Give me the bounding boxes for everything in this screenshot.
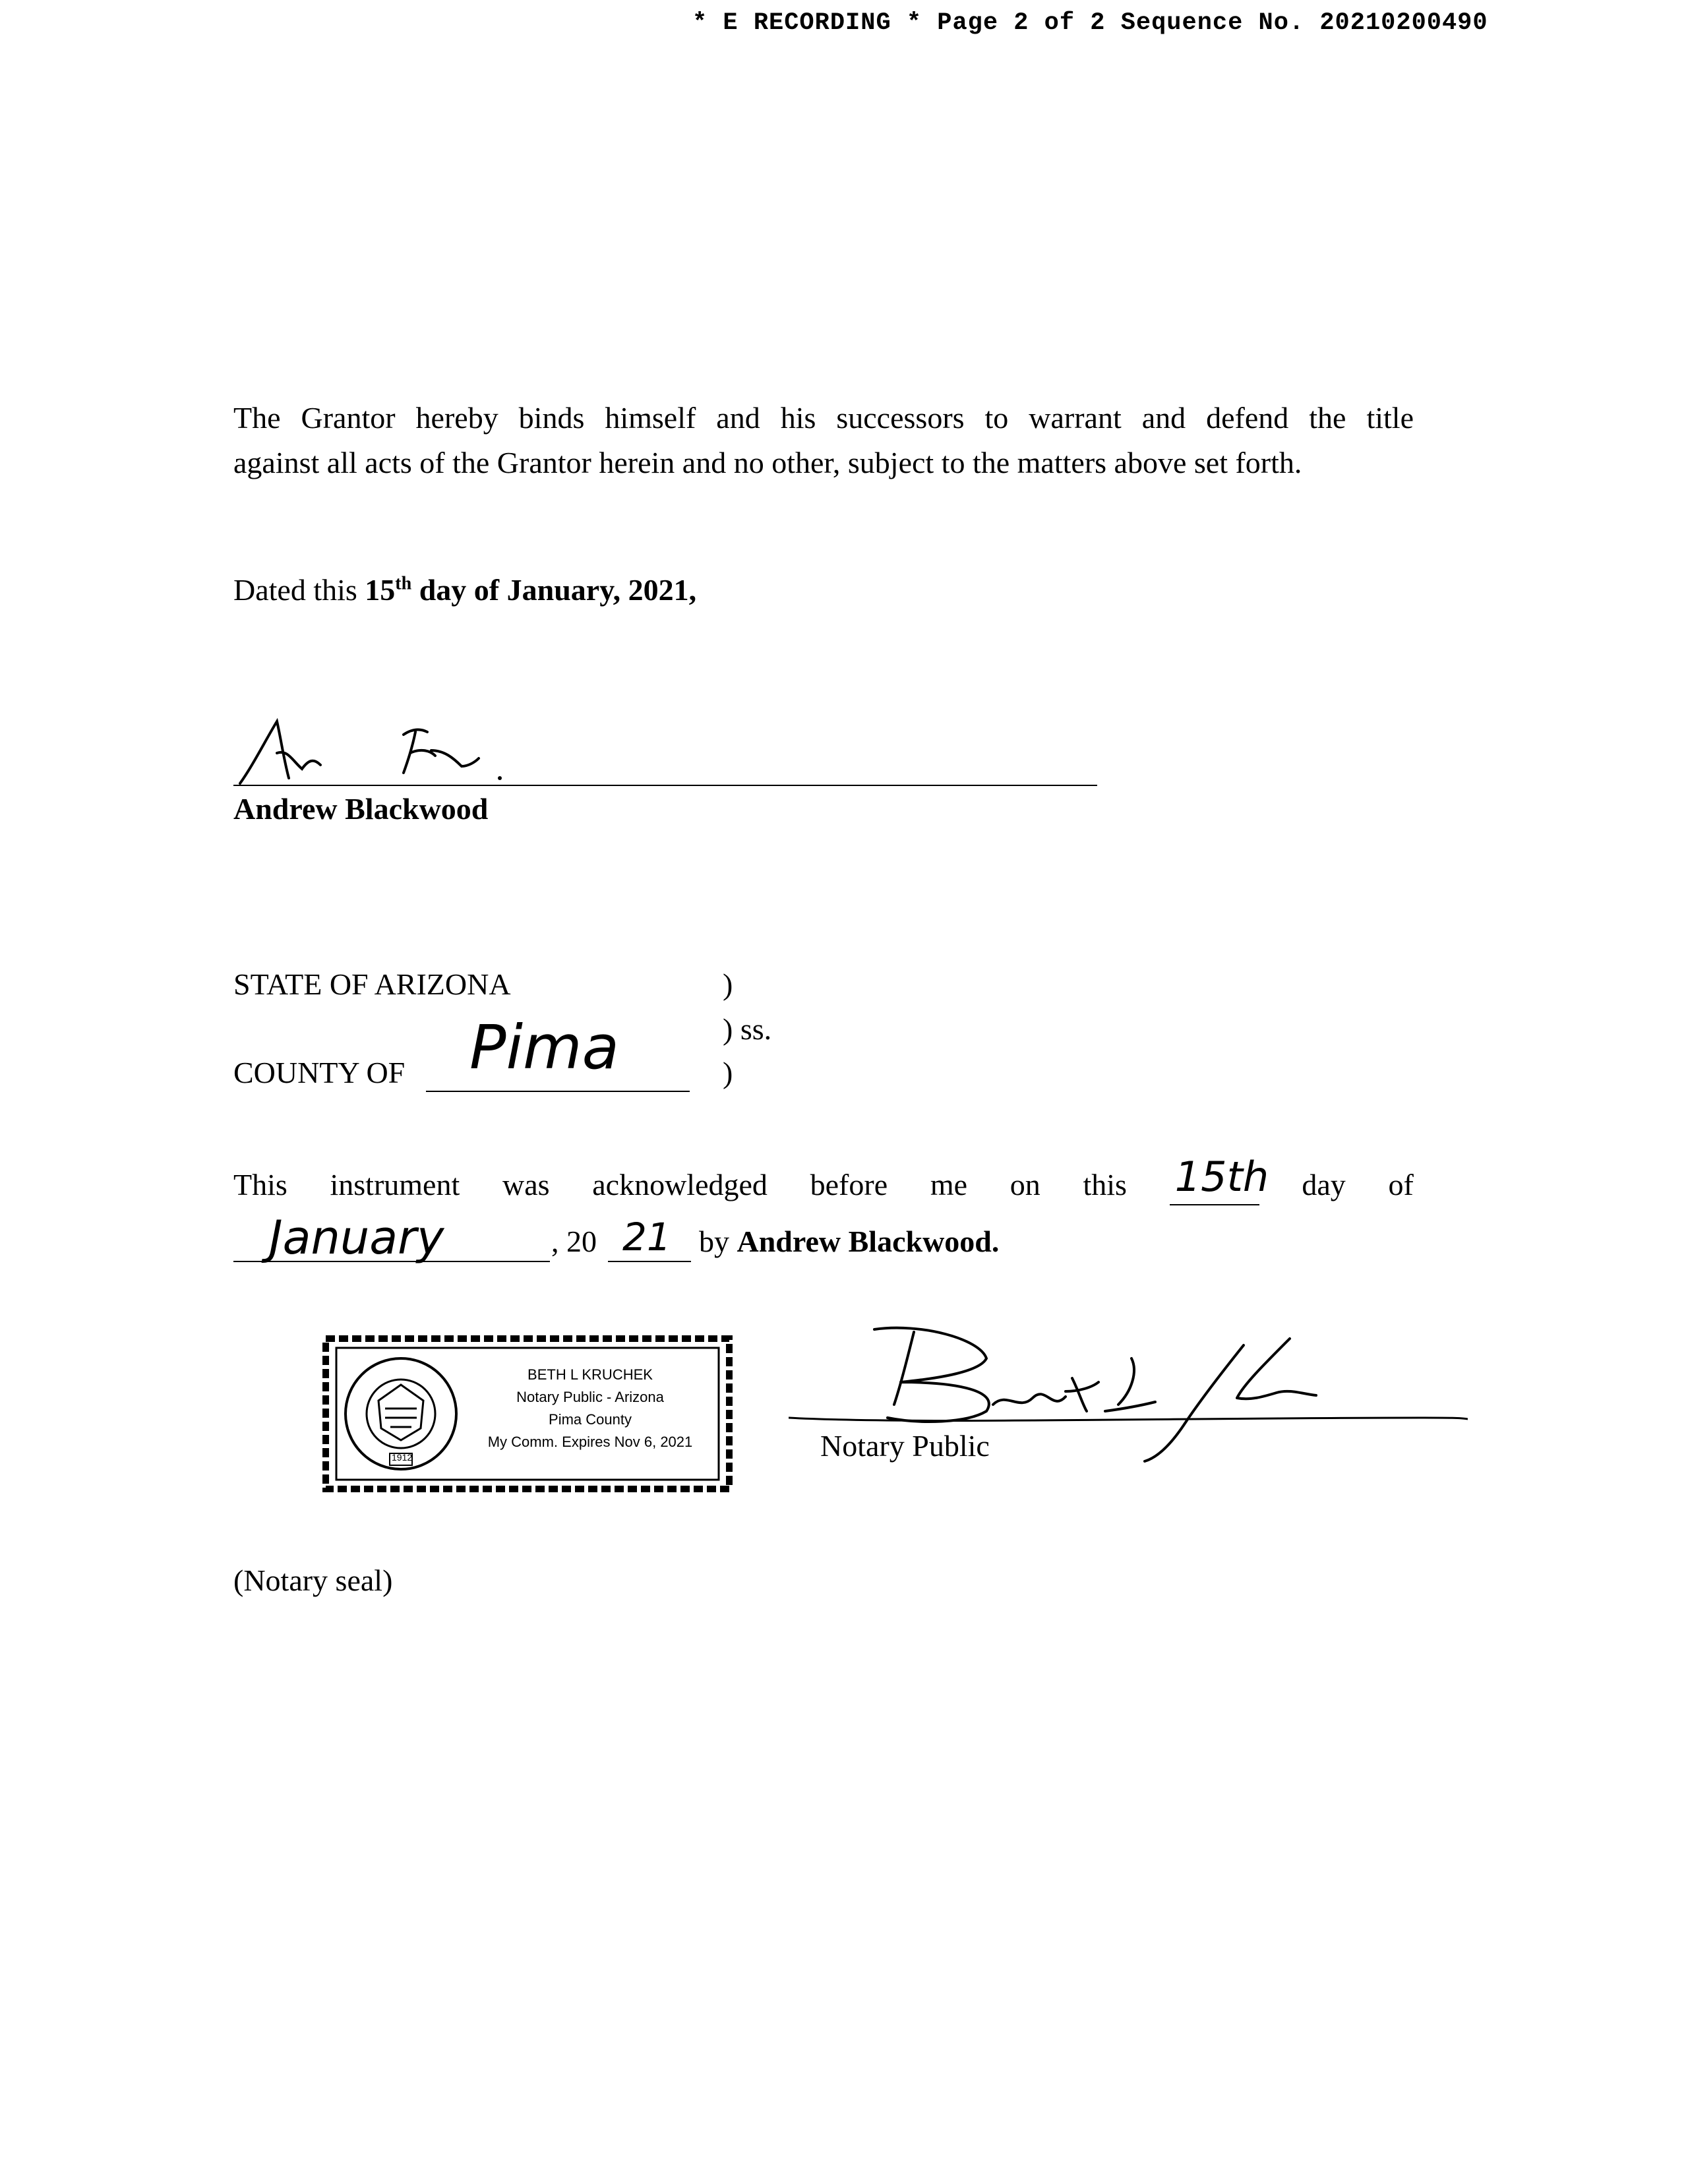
venue-paren-3: )	[723, 1056, 733, 1089]
county-blank-line	[426, 1091, 690, 1092]
ack-word: This	[233, 1168, 287, 1201]
ack-word: was	[502, 1168, 550, 1201]
ack-word: instrument	[330, 1168, 460, 1201]
seal-emblem-year: 1912	[392, 1452, 413, 1463]
ack-word: on	[1010, 1168, 1040, 1201]
ack-day-blank	[1170, 1153, 1269, 1205]
ack-period: .	[991, 1225, 1000, 1258]
warranty-line-1: The Grantor hereby binds himself and his successors to warrant and defend the title	[233, 401, 1414, 435]
ack-word: acknowledged	[592, 1168, 768, 1201]
acknowledgment-line-1	[233, 1153, 1414, 1205]
venue-paren-1: )	[723, 967, 733, 1001]
ack-word: before	[810, 1168, 888, 1201]
county-handwritten: Pima	[469, 1012, 620, 1083]
state-seal-emblem	[348, 1358, 454, 1469]
dated-line	[233, 572, 696, 607]
ack-by-text: by	[699, 1225, 737, 1258]
grantor-name: Andrew Blackwood	[233, 792, 489, 826]
seal-expires: My Comm. Expires Nov 6, 2021	[487, 1434, 693, 1450]
dated-day: 15	[365, 573, 396, 607]
ack-by-line	[699, 1224, 999, 1259]
notary-seal-note: (Notary seal)	[233, 1563, 393, 1597]
seal-county: Pima County	[549, 1411, 632, 1428]
county-label: COUNTY OF	[233, 1056, 406, 1089]
ack-year-handwritten: 21	[622, 1215, 671, 1259]
ack-day-handwritten: 15th	[1174, 1153, 1269, 1201]
notary-public-label: Notary Public	[820, 1429, 990, 1463]
venue-ss: ) ss.	[723, 1012, 772, 1046]
ack-by-name: Andrew Blackwood	[737, 1225, 992, 1258]
grantor-signature-block	[233, 712, 1097, 787]
warranty-line-2: against all acts of the Grantor herein and no other, subject to the matters above set forth.	[233, 446, 1302, 479]
grantor-signature-icon	[233, 712, 1097, 787]
dated-rest: day of January, 2021,	[411, 573, 697, 607]
state-label: STATE OF ARIZONA	[233, 967, 511, 1001]
ack-month-handwritten: January	[269, 1211, 444, 1265]
grantor-signature-line	[233, 785, 1097, 786]
ack-day-word: day	[1302, 1168, 1346, 1201]
dated-day-suffix: th	[395, 573, 412, 594]
seal-notary-name: BETH L KRUCHEK	[528, 1366, 653, 1383]
recording-header: * E RECORDING * Page 2 of 2 Sequence No. 20210200490	[692, 9, 1488, 37]
notary-seal-stamp	[322, 1335, 733, 1493]
ack-year-prefix: , 20	[551, 1225, 597, 1258]
ack-of-word: of	[1388, 1168, 1414, 1201]
ack-word: this	[1083, 1168, 1127, 1201]
dated-prefix: Dated this	[233, 573, 365, 607]
seal-notary-title: Notary Public - Arizona	[516, 1389, 664, 1405]
seal-text-block	[468, 1364, 712, 1453]
ack-word: me	[930, 1168, 968, 1201]
warranty-paragraph	[233, 396, 1414, 485]
